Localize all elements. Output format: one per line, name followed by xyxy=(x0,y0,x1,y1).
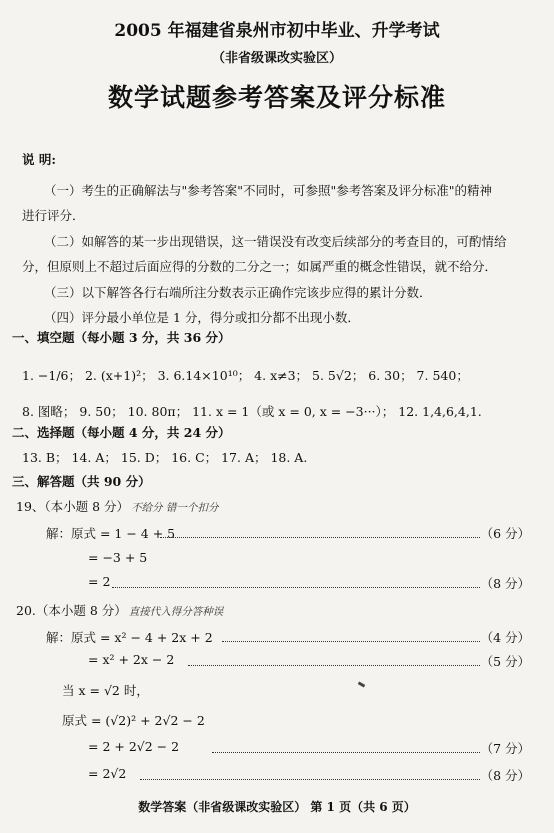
document-heading: 数学试题参考答案及评分标准 xyxy=(107,83,446,112)
q20-step-1: 解：原式 = x² − 4 + 2x + 2 xyxy=(46,630,213,645)
q20-title: 20.（本小题 8 分） xyxy=(16,603,127,618)
section-1-heading: 一、填空题（每小题 3 分，共 36 分） xyxy=(12,330,231,345)
q19-step-3-points: （8 分） xyxy=(480,576,530,591)
q20-step-2-points: （5 分） xyxy=(480,654,530,669)
leader-dots xyxy=(222,641,480,642)
q19-step-3: = 2 xyxy=(88,574,111,589)
leader-dots xyxy=(212,752,480,753)
q20-step-4: = 2 + 2√2 − 2 xyxy=(88,739,180,754)
note-4: （四）评分最小单位是 1 分，得分或扣分都不出现小数． xyxy=(44,310,360,325)
q19-step-2: = −3 + 5 xyxy=(88,550,148,565)
exam-title: 2005 年福建省泉州市初中毕业、升学考试 xyxy=(114,21,440,41)
q20-label xyxy=(16,601,223,619)
fill-blank-answers-row-2: 8. 图略； 9. 50； 10. 80π； 11. x = 1（或 x = 0, x = −3···）； 12. 1,4,6,4,1. xyxy=(22,404,482,419)
q19-title: 19、（本小题 8 分） xyxy=(16,499,130,514)
q19-handwritten-note: 不给分 错一个扣分 xyxy=(131,502,219,514)
q20-step-5-points: （8 分） xyxy=(480,768,530,783)
notes-label: 说 明: xyxy=(22,152,56,167)
leader-dots xyxy=(160,537,480,538)
q19-step-1: 解：原式 = 1 − 4 + 5 xyxy=(46,526,176,541)
q20-condition: 当 x = √2 时， xyxy=(62,683,149,698)
stray-mark xyxy=(358,681,366,687)
q20-step-1-points: （4 分） xyxy=(480,630,530,645)
q20-step-2: = x² + 2x − 2 xyxy=(88,652,175,667)
section-3-heading: 三、解答题（共 90 分） xyxy=(12,474,151,489)
note-3: （三）以下解答各行右端所注分数表示正确作完该步应得的累计分数． xyxy=(44,285,432,300)
leader-dots xyxy=(188,665,480,666)
q20-step-3: 原式 = (√2)² + 2√2 − 2 xyxy=(62,713,205,728)
q20-step-4-points: （7 分） xyxy=(480,741,530,756)
note-1-line-1: （一）考生的正确解法与"参考答案"不同时，可参照"参考答案及评分标准"的精神 xyxy=(44,183,492,198)
q20-step-5: = 2√2 xyxy=(88,766,127,781)
choice-answers: 13. B； 14. A； 15. D； 16. C； 17. A； 18. A. xyxy=(22,450,308,465)
exam-subtitle: （非省级课改实验区） xyxy=(211,51,342,66)
note-2-line-1: （二）如解答的某一步出现错误，这一错误没有改变后续部分的考查目的，可酌情给 xyxy=(44,234,507,249)
q20-handwritten-note: 直接代入得分答种误 xyxy=(128,606,224,618)
fill-blank-answers-row-1: 1. −1/6； 2. (x+1)²； 3. 6.14×10¹⁰； 4. x≠3； 5. 5√2； 6. 30； 7. 540； xyxy=(22,368,469,383)
leader-dots xyxy=(112,587,480,588)
leader-dots xyxy=(140,779,480,780)
page-footer: 数学答案（非省级课改实验区） 第 1 页（共 6 页） xyxy=(138,800,416,814)
note-1-line-2: 进行评分． xyxy=(22,208,85,223)
section-2-heading: 二、选择题（每小题 4 分，共 24 分） xyxy=(12,425,231,440)
note-2-line-2: 分，但原则上不超过后面应得的分数的二分之一；如属严重的概念性错误，就不给分． xyxy=(22,259,498,274)
q19-step-1-points: （6 分） xyxy=(480,526,530,541)
q19-label xyxy=(16,497,218,515)
